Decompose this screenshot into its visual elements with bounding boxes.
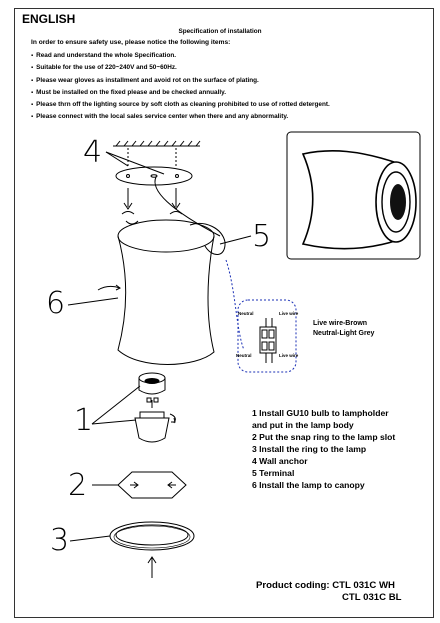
product-coding-line2: CTL 031C BL <box>342 592 402 603</box>
lamp-holder <box>139 373 165 394</box>
step-item: 6 Install the lamp to canopy <box>252 480 365 490</box>
product-photo <box>287 132 420 259</box>
step-item: 3 Install the ring to the lamp <box>252 444 367 454</box>
snap-ring <box>118 472 186 498</box>
step-item: 4 Wall anchor <box>252 456 308 466</box>
callout-3: 3 <box>50 523 70 558</box>
language-heading: ENGLISH <box>22 12 76 26</box>
callout-1: 1 <box>74 403 94 438</box>
step-item: and put in the lamp body <box>252 420 354 430</box>
step-item: 2 Put the snap ring to the lamp slot <box>252 432 396 442</box>
safety-item: ▪ Please connect with the local sales service center when there and any abnormality. <box>31 111 330 123</box>
safety-item: ▪ Must be installed on the fixed please and be checked annually. <box>31 87 330 99</box>
wire-tag-live-bottom: Live wire <box>279 353 299 358</box>
safety-item: ▪ Suitable for the use of 220~240V and 50~60Hz. <box>31 62 330 74</box>
decorative-ring <box>110 522 194 550</box>
product-coding-line1: Product coding: CTL 031C WH <box>256 580 395 591</box>
spec-title: Specification of installation <box>178 28 262 35</box>
wire-tag-neutral-top: Neutral <box>238 311 254 316</box>
wire-color-note <box>313 319 374 339</box>
callout-2: 2 <box>68 468 88 503</box>
terminal-block-icon <box>260 318 276 363</box>
callout-6: 6 <box>46 286 66 321</box>
wire-tag-live-top: Live wire <box>279 311 299 316</box>
wire-tag-neutral-bottom: Neutral <box>236 353 252 358</box>
callout-4: 4 <box>83 135 103 170</box>
ceiling-hatch <box>113 141 200 146</box>
gu10-bulb <box>135 398 175 442</box>
step-item: 5 Terminal <box>252 468 295 478</box>
safety-item: ▪ Read and understand the whole Specification. <box>31 50 330 62</box>
safety-item: ▪ Please thrn off the lighting source by soft cloth as cleaning prohibited to use of rotted detergent. <box>31 99 330 111</box>
lamp-body <box>118 220 225 365</box>
safety-item: ▪ Please wear gloves as installment and avoid rot on the surface of plating. <box>31 75 330 87</box>
product-coding <box>256 580 402 604</box>
callout-5: 5 <box>252 219 272 254</box>
wall-anchor-icon <box>122 148 182 214</box>
wire-note-neutral: Neutral-Light Grey <box>313 330 375 337</box>
wire-note-live: Live wire-Brown <box>313 320 368 327</box>
step-item: 1 Install GU10 bulb to lampholder <box>252 408 389 418</box>
installation-steps <box>252 407 395 491</box>
safety-notice: In order to ensure safety use, please notice the following items: <box>31 39 231 46</box>
